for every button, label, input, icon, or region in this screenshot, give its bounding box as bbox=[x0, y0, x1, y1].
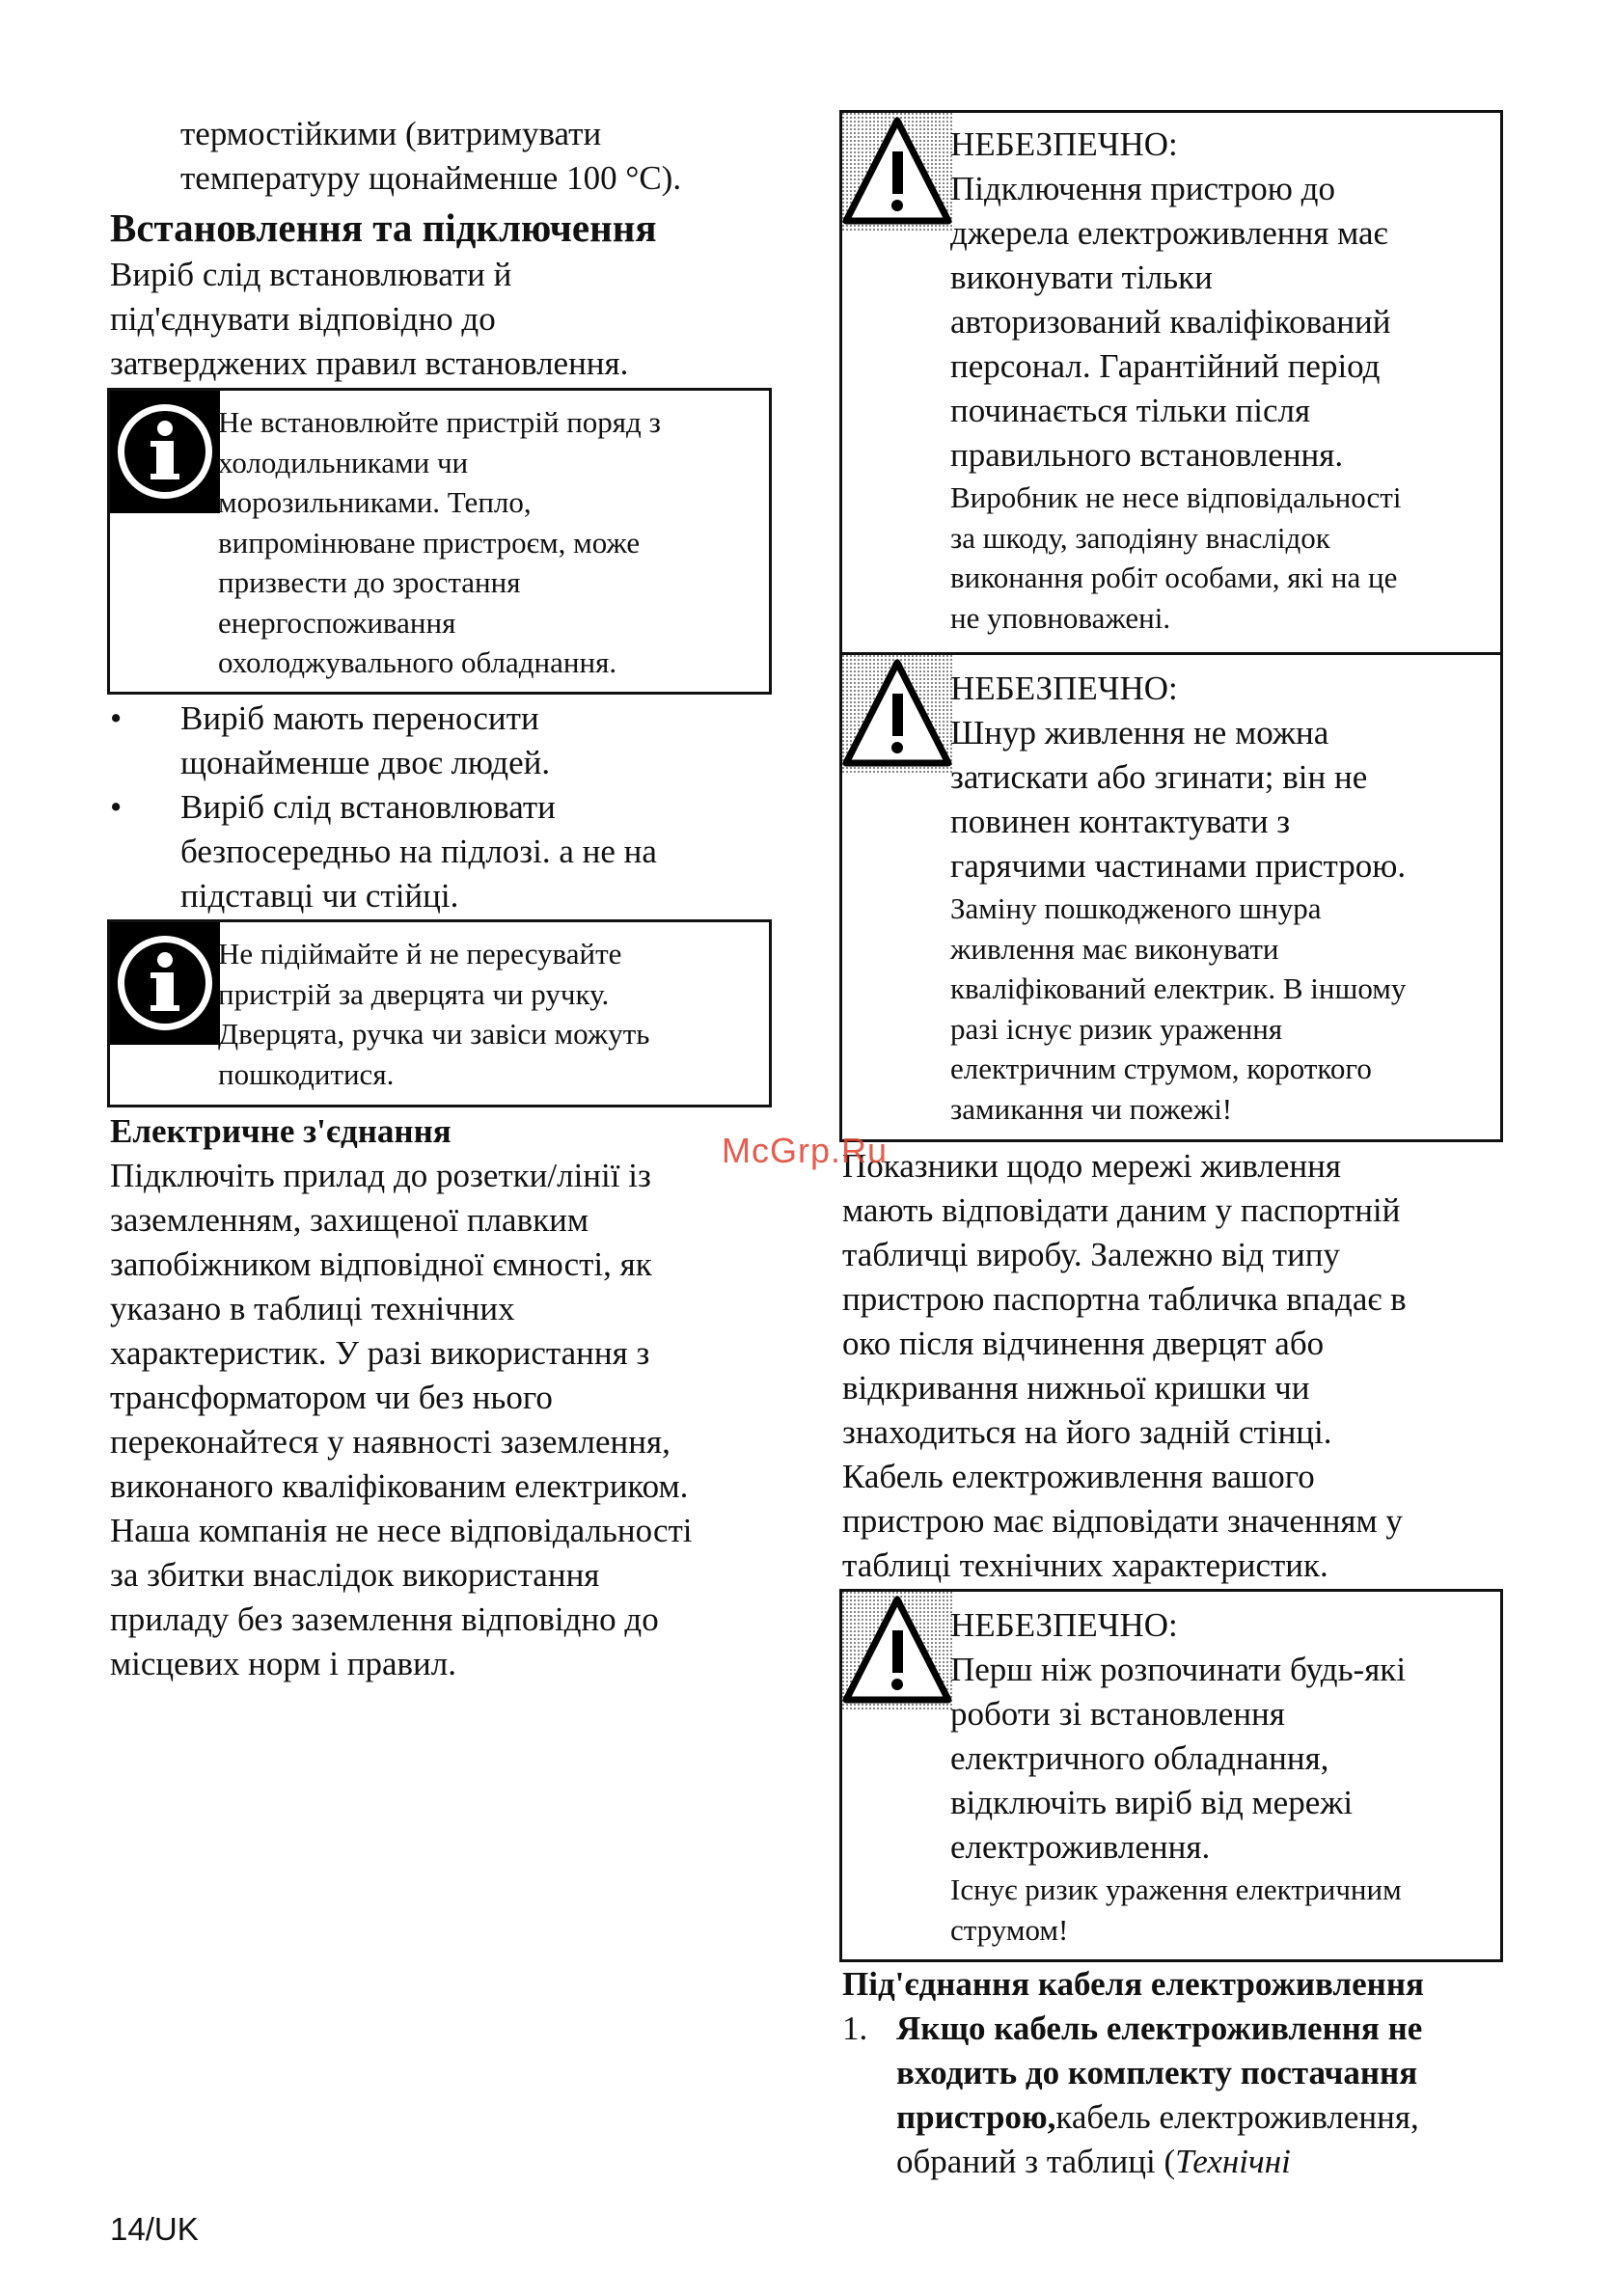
warning-line: електричного обладнання, bbox=[950, 1739, 1329, 1777]
info1-line: Не встановлюйте пристрій поряд з bbox=[218, 405, 661, 439]
list-bold-line: входить до комплекту постачання bbox=[896, 2054, 1418, 2091]
warning-line: роботи зі встановлення bbox=[950, 1695, 1285, 1733]
warning-note-line: кваліфікований електрик. В іншому bbox=[950, 971, 1407, 1005]
info1-line: морозильниками. Тепло, bbox=[218, 485, 532, 519]
warning-note-line: разі існує ризик ураження bbox=[950, 1011, 1283, 1046]
mains-line: табличці виробу. Залежно від типу bbox=[842, 1236, 1341, 1273]
warning-note-line: замикання чи пожежі! bbox=[950, 1091, 1233, 1126]
warning-box-1 bbox=[839, 110, 1503, 655]
electric-line: указано в таблиці технічних bbox=[110, 1290, 515, 1327]
list-item bbox=[842, 2007, 1572, 2184]
info1-line: випромінюване пристроєм, може bbox=[218, 525, 641, 560]
warning-line: джерела електроживлення має bbox=[950, 214, 1388, 252]
warning-line: персонал. Гарантійний період bbox=[950, 347, 1381, 385]
warning-note-line: не уповноважені. bbox=[950, 600, 1171, 635]
warning-box-3 bbox=[839, 1589, 1503, 1962]
mains-line: знаходиться на його задній стінці. bbox=[842, 1413, 1332, 1451]
electric-paragraph bbox=[110, 1154, 785, 1686]
bullet-line: Виріб мають переносити bbox=[180, 699, 539, 737]
list-number: 1. bbox=[842, 2009, 868, 2047]
bullet-list bbox=[110, 697, 776, 918]
mains-line: Кабель електроживлення вашого bbox=[842, 1458, 1315, 1495]
warning-heading: НЕБЕЗПЕЧНО: bbox=[950, 1606, 1178, 1644]
electric-line: переконайтеся у наявності заземлення, bbox=[110, 1423, 671, 1461]
info2-line: пристрій за дверцята чи ручку. bbox=[218, 976, 610, 1011]
electric-line: характеристик. У разі використання з bbox=[110, 1334, 650, 1372]
warning-heading: НЕБЕЗПЕЧНО: bbox=[950, 670, 1178, 707]
info-box-1 bbox=[107, 388, 772, 695]
warning-note-line: Існує ризик ураження електричним bbox=[950, 1872, 1402, 1906]
section-line: під'єднувати відповідно до bbox=[110, 300, 496, 338]
warning-triangle-icon bbox=[842, 1592, 952, 1709]
warning-line: починається тільки після bbox=[950, 392, 1311, 429]
section-title: Встановлення та підключення bbox=[110, 205, 657, 250]
warning-line: Підключення пристрою до bbox=[950, 170, 1335, 207]
bullet-symbol: • bbox=[110, 699, 123, 737]
warning-note-line: електричним струмом, короткого bbox=[950, 1052, 1372, 1085]
intro-continuation bbox=[110, 112, 776, 201]
list-mixed-line bbox=[896, 2095, 1572, 2140]
section-intro bbox=[110, 253, 776, 386]
mains-paragraph bbox=[842, 1144, 1518, 1588]
list-last-italic: Технічні bbox=[1175, 2143, 1291, 2180]
electric-line: Підключіть прилад до розетки/лінії із bbox=[110, 1157, 651, 1194]
warning-line: гарячими частинами пристрою. bbox=[950, 847, 1407, 885]
warning-line: повинен контактувати з bbox=[950, 803, 1291, 840]
cable-section-title: Під'єднання кабеля електроживлення bbox=[842, 1965, 1424, 2003]
warning-line: авторизований кваліфікований bbox=[950, 303, 1391, 341]
mains-line: мають відповідати даним у паспортній bbox=[842, 1191, 1401, 1229]
info-box-2 bbox=[107, 919, 772, 1107]
warning-triangle-icon bbox=[842, 113, 952, 231]
warning-line: виконувати тільки bbox=[950, 259, 1213, 296]
mains-line: пристрою має відповідати значенням у bbox=[842, 1502, 1403, 1540]
info2-line: пошкодитися. bbox=[218, 1056, 395, 1091]
info2-line: Не підіймайте й не пересувайте bbox=[218, 937, 622, 970]
warning-note-line: виконання робіт особами, які на це bbox=[950, 560, 1398, 594]
warning-note-line: живлення має виконувати bbox=[950, 931, 1279, 966]
electric-line: за збитки внаслідок використання bbox=[110, 1556, 600, 1594]
info1-line: охолоджувального обладнання. bbox=[218, 645, 617, 679]
section-line: затверджених правил встановлення. bbox=[110, 344, 629, 382]
info1-line: енергоспоживання bbox=[218, 605, 456, 640]
list-item bbox=[110, 697, 776, 785]
warning-line: правильного встановлення. bbox=[950, 436, 1344, 474]
electric-line: запобіжником відповідної ємності, як bbox=[110, 1245, 652, 1283]
list-item bbox=[110, 785, 776, 918]
mains-line: відкривання нижньої кришки чи bbox=[842, 1369, 1310, 1407]
list-normal-tail: кабель електроживлення, bbox=[1055, 2098, 1419, 2136]
watermark: McGrp.Ru bbox=[722, 1131, 889, 1170]
electric-line: трансформатором чи без нього bbox=[110, 1379, 553, 1416]
electric-line: виконаного кваліфікованим електриком. bbox=[110, 1467, 689, 1505]
warning-line: Шнур живлення не можна bbox=[950, 714, 1329, 752]
warning-triangle-icon bbox=[842, 655, 952, 773]
list-last-normal: обраний з таблиці ( bbox=[896, 2143, 1176, 2180]
bullet-line: Виріб слід встановлювати bbox=[180, 788, 556, 826]
warning-note-line: Виробник не несе відповідальності bbox=[950, 480, 1402, 514]
warning-line: відключіть виріб від мережі bbox=[950, 1784, 1354, 1821]
list-bold-line: Якщо кабель електроживлення не bbox=[896, 2009, 1423, 2047]
section-line: Виріб слід встановлювати й bbox=[110, 256, 512, 293]
info1-line: холодильниками чи bbox=[218, 445, 469, 479]
electric-line: заземленням, захищеної плавким bbox=[110, 1201, 589, 1239]
electric-section-title: Електричне з'єднання bbox=[110, 1112, 452, 1150]
bullet-line: підставці чи стійці. bbox=[180, 877, 459, 915]
warning-note-line: струмом! bbox=[950, 1912, 1069, 1947]
intro-line: температуру щонайменше 100 °C). bbox=[180, 159, 682, 197]
bullet-line: безпосередньо на підлозі. а не на bbox=[180, 833, 657, 870]
intro-line: термостійкими (витримувати bbox=[180, 115, 602, 152]
mains-line: око після відчинення дверцят або bbox=[842, 1325, 1325, 1362]
mains-line: таблиці технічних характеристик. bbox=[842, 1546, 1328, 1584]
info2-line: Дверцята, ручка чи завіси можуть bbox=[218, 1017, 650, 1051]
electric-line: місцевих норм і правил. bbox=[110, 1645, 456, 1682]
warning-line: Перш ніж розпочинати будь-які bbox=[950, 1651, 1407, 1688]
list-bold-tail: пристрою, bbox=[896, 2098, 1056, 2136]
page-number: 14/UK bbox=[110, 2211, 199, 2247]
info-icon bbox=[110, 391, 220, 513]
info1-line: призвести до зростання bbox=[218, 565, 521, 599]
warning-note-line: Заміну пошкодженого шнура bbox=[950, 891, 1322, 925]
warning-note-line: за шкоду, заподіяну внаслідок bbox=[950, 520, 1330, 555]
warning-line: електроживлення. bbox=[950, 1828, 1211, 1866]
electric-line: Наша компанія не несе відповідальності bbox=[110, 1512, 693, 1549]
list-mixed-line bbox=[896, 2140, 1572, 2184]
electric-line: приладу без заземлення відповідно до bbox=[110, 1600, 659, 1638]
warning-line: затискати або згинати; він не bbox=[950, 758, 1368, 796]
mains-line: пристрою паспортна табличка впадає в bbox=[842, 1280, 1407, 1318]
warning-box-2 bbox=[839, 652, 1503, 1142]
info-icon bbox=[110, 922, 220, 1045]
bullet-line: щонайменше двоє людей. bbox=[180, 744, 551, 781]
bullet-symbol: • bbox=[110, 788, 123, 826]
warning-heading: НЕБЕЗПЕЧНО: bbox=[950, 125, 1178, 163]
mains-line: Показники щодо мережі живлення bbox=[842, 1147, 1341, 1185]
